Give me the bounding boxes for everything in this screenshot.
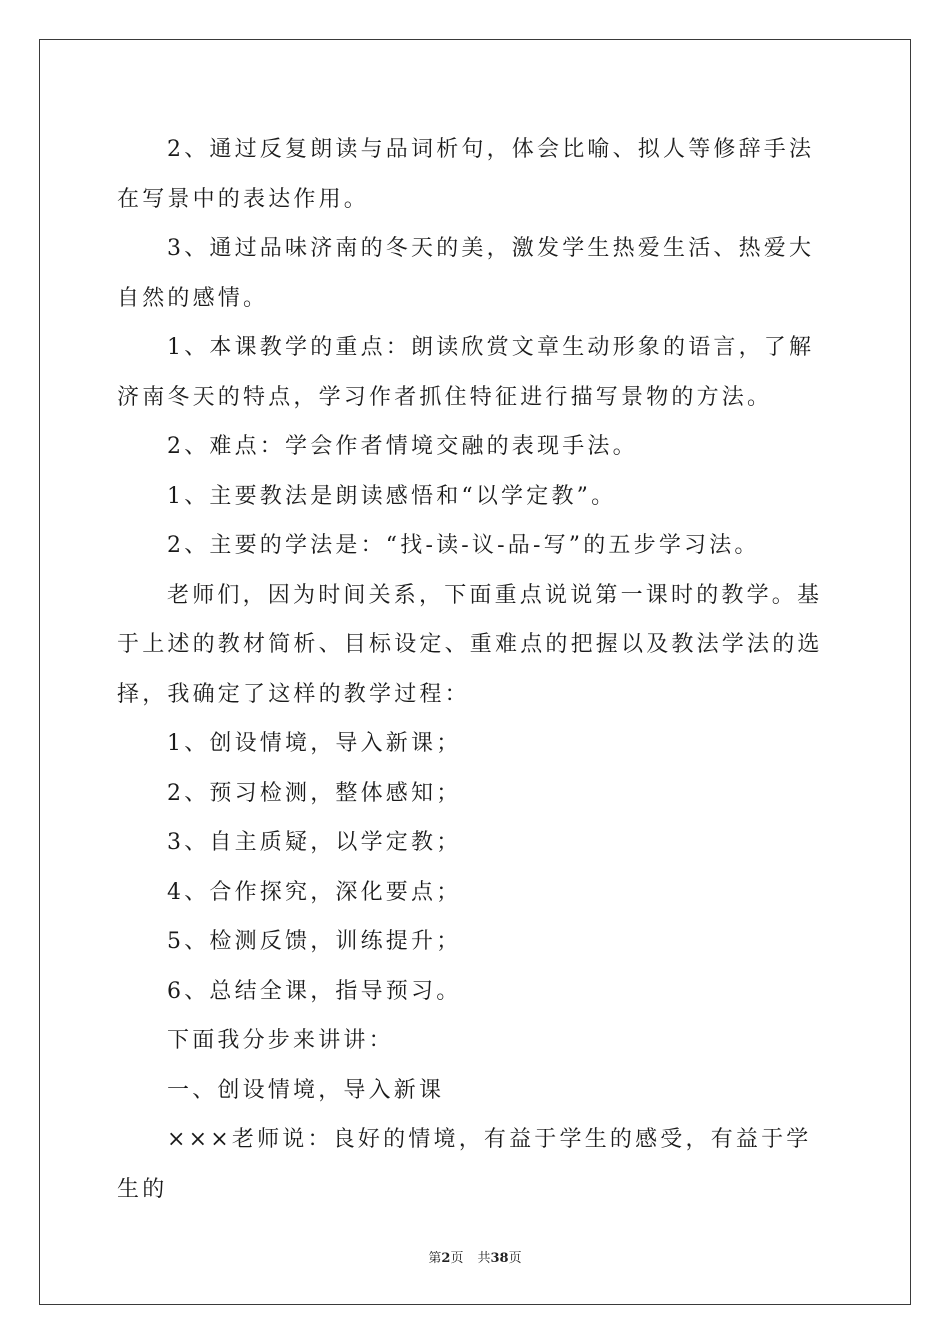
paragraph-4: 2、难点：学会作者情境交融的表现手法。: [167, 434, 638, 459]
page-prefix: 第: [428, 1251, 442, 1266]
list-item-6: 6、总结全课，指导预习。: [167, 978, 462, 1004]
list-item-1: 1、创设情境，导入新课；: [167, 731, 462, 756]
list-item-2: 2、预习检测，整体感知；: [167, 780, 462, 806]
paragraph-5: 1、主要教法是朗读感悟和“以学定教”。: [167, 483, 617, 509]
paragraph-8: 下面我分步来讲讲：: [167, 1028, 394, 1053]
section-heading: 一、创设情境，导入新课: [167, 1077, 445, 1103]
total-prefix: 共: [477, 1251, 491, 1266]
page-number: 2: [441, 1251, 451, 1266]
list-item-3: 3、自主质疑，以学定教；: [167, 830, 462, 855]
paragraph-7: 老师们，因为时间关系，下面重点说说第一课时的教学。基于上述的教材简析、目标设定、重难点的把握以及教法学法的选择，我确定了这样的教学过程：: [117, 582, 823, 707]
page-suffix: 页: [450, 1251, 464, 1266]
total-pages: 38: [490, 1251, 509, 1266]
paragraph-1: 2、通过反复朗读与品词析句，体会比喻、拟人等修辞手法在写景中的表达作用。: [117, 137, 815, 212]
page-footer: [0, 1247, 950, 1266]
paragraph-2: 3、通过品味济南的冬天的美，激发学生热爱生活、热爱大自然的感情。: [117, 236, 815, 311]
paragraph-9: ×××老师说：良好的情境，有益于学生的感受，有益于学生的: [117, 1127, 812, 1202]
list-item-4: 4、合作探究，深化要点；: [167, 879, 462, 905]
list-item-5: 5、检测反馈，训练提升；: [167, 929, 462, 954]
total-suffix: 页: [508, 1251, 522, 1266]
paragraph-3: 1、本课教学的重点：朗读欣赏文章生动形象的语言，了解济南冬天的特点，学习作者抓住特征进行描写景物的方法。: [117, 335, 815, 410]
document-body: [117, 125, 835, 1214]
paragraph-6: 2、主要的学法是：“找-读-议-品-写”的五步学习法。: [167, 533, 760, 558]
